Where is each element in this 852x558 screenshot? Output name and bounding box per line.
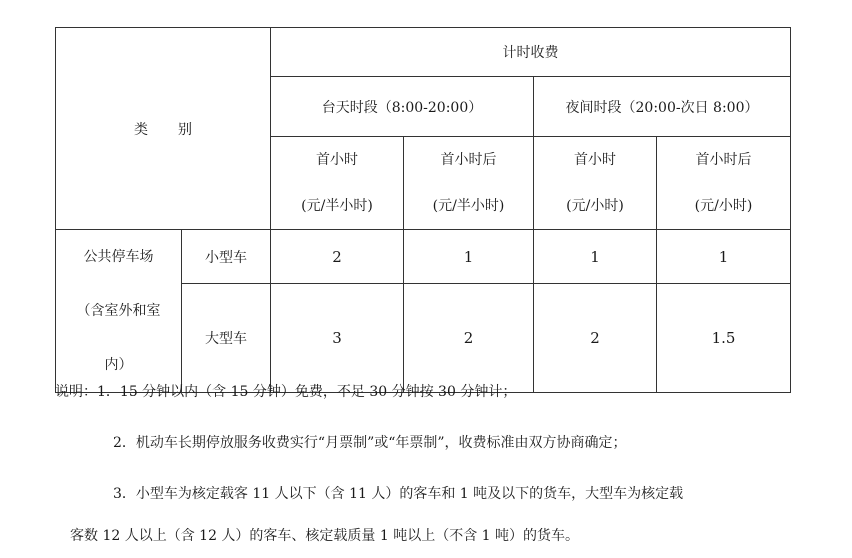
day-after-first-hour-header	[404, 137, 534, 230]
note-1: 说明：1．15 分钟以内（含 15 分钟）免费，不足 30 分钟按 30 分钟计；	[55, 384, 517, 400]
night-after-first-hour-header	[657, 137, 791, 230]
fee-cell: 3	[271, 284, 404, 393]
fee-cell: 1	[404, 230, 534, 284]
night-period-header: 夜间时段（20:00-次日 8:00）	[534, 77, 791, 137]
lot-line: （含室外和室	[76, 303, 161, 319]
col-label: 首小时	[574, 152, 616, 168]
night-first-hour-header	[534, 137, 657, 230]
note-3: 3．小型车为核定载客 11 人以下（含 11 人）的客车和 1 吨及以下的货车，大型车为核定载	[113, 486, 684, 502]
timed-fee-header: 计时收费	[271, 28, 791, 77]
category-char-2: 别	[178, 121, 192, 138]
lot-line: 公共停车场	[83, 249, 154, 265]
category-char-1: 类	[134, 121, 148, 138]
day-first-hour-header	[271, 137, 404, 230]
note-2: 2．机动车长期停放服务收费实行“月票制”或“年票制”，收费标准由双方协商确定；	[113, 435, 627, 451]
col-unit: (元/小时)	[566, 198, 624, 214]
col-label: 首小时后	[440, 152, 497, 168]
note-3-continued: 客数 12 人以上（含 12 人）的客车、核定载质量 1 吨以上（不含 1 吨）的货车。	[70, 528, 580, 544]
parking-lot-label	[56, 230, 182, 393]
col-label: 首小时	[316, 152, 358, 168]
parking-fee-table	[55, 27, 791, 393]
fee-cell: 1	[534, 230, 657, 284]
col-unit: (元/小时)	[694, 198, 753, 214]
fee-cell: 2	[404, 284, 534, 393]
col-unit: (元/半小时)	[432, 198, 505, 214]
col-unit: (元/半小时)	[301, 198, 373, 214]
col-label: 首小时后	[695, 152, 752, 168]
table-row	[56, 230, 791, 284]
vehicle-type-large: 大型车	[182, 284, 271, 393]
vehicle-type-small: 小型车	[182, 230, 271, 284]
lot-line: 内）	[104, 357, 133, 373]
fee-cell: 2	[271, 230, 404, 284]
fee-cell: 1.5	[657, 284, 791, 393]
fee-cell: 2	[534, 284, 657, 393]
category-header	[56, 28, 271, 230]
day-period-header: 台天时段（8:00-20:00）	[271, 77, 534, 137]
fee-cell: 1	[657, 230, 791, 284]
